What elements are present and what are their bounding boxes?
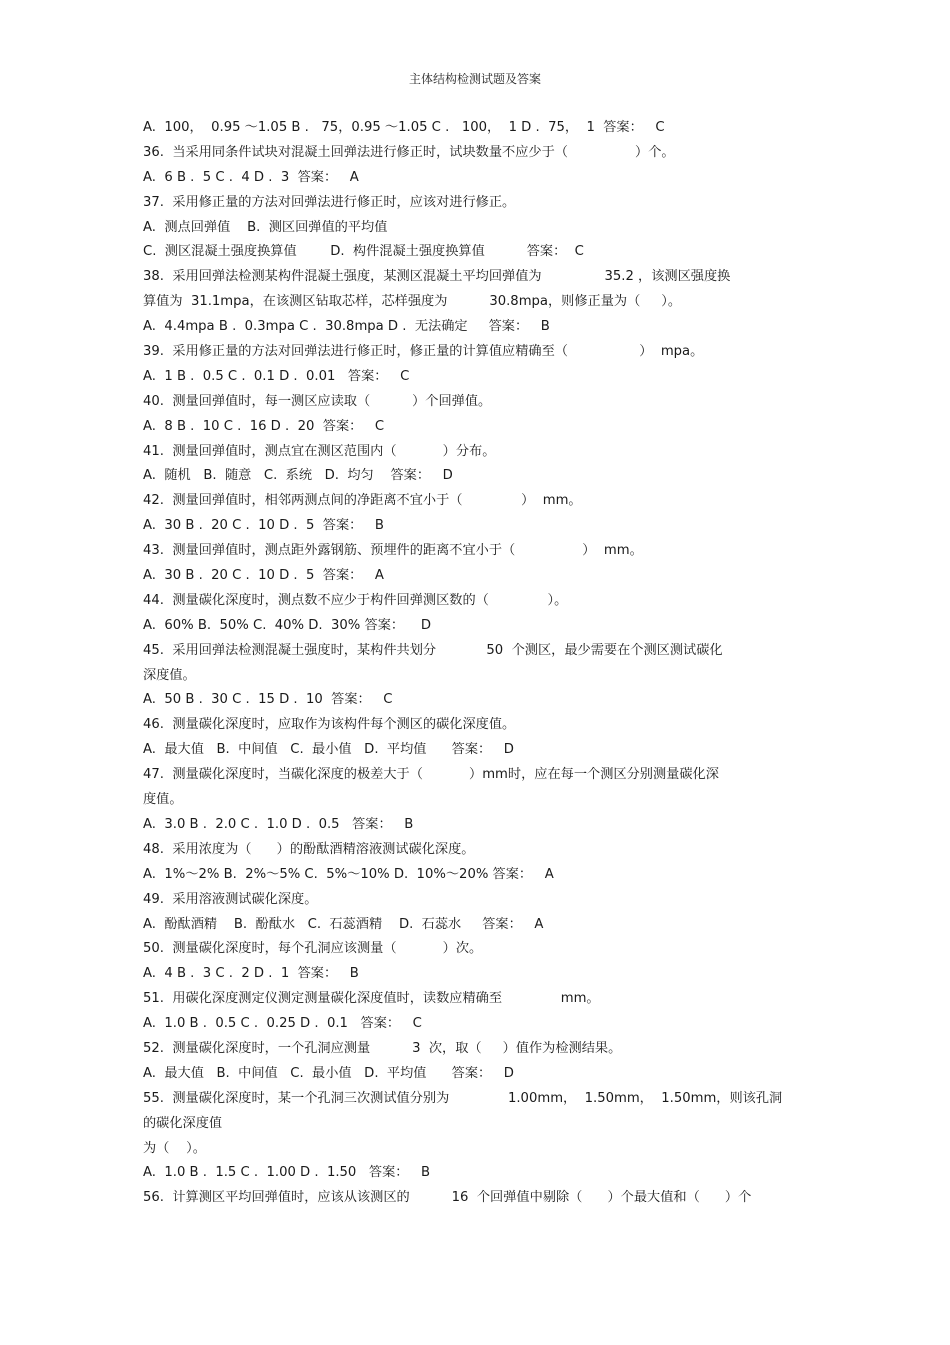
text-line: A. 30 B . 20 C . 10 D . 5 答案： A (143, 568, 384, 584)
text-line: 43. 测量回弹值时，测点距外露钢筋、预埋件的距离不宜小于（ ） mm。 (143, 543, 643, 559)
text-line: 55. 测量碳化深度时，某一个孔洞三次测试值分别为 1.00mm， 1.50mm， 1.50mm，则该孔洞 (143, 1090, 783, 1106)
text-line: 52. 测量碳化深度时，一个孔洞应测量 3 次，取（ ）值作为检测结果。 (143, 1040, 622, 1056)
text-line: A. 50 B . 30 C . 15 D . 10 答案： C (143, 692, 393, 708)
text-line: 深度值。 (143, 667, 196, 683)
text-line: 47. 测量碳化深度时，当碳化深度的极差大于（ ）mm时，应在每一个测区分别测量碳化深 (143, 767, 719, 783)
text-line: 56. 计算测区平均回弹值时，应该从该测区的 16 个回弹值中剔除（ ）个最大值和（ ）个 (143, 1190, 752, 1206)
text-line: C. 测区混凝土强度换算值 D. 构件混凝土强度换算值 答案： C (143, 244, 584, 260)
text-line: A. 6 B . 5 C . 4 D . 3 答案： A (143, 169, 359, 185)
text-line: 的碳化深度值 (143, 1115, 223, 1131)
text-line: 42. 测量回弹值时，相邻两测点间的净距离不宜小于（ ） mm。 (143, 493, 582, 509)
text-line: A. 1.0 B . 1.5 C . 1.00 D . 1.50 答案： B (143, 1165, 431, 1181)
text-line: 41. 测量回弹值时，测点宜在测区范围内（ ）分布。 (143, 443, 496, 459)
text-line: A. 3.0 B . 2.0 C . 1.0 D . 0.5 答案： B (143, 816, 414, 832)
text-line: A. 酚酞酒精 B. 酚酞水 C. 石蕊酒精 D. 石蕊水 答案： A (143, 916, 544, 932)
text-line: 38. 采用回弹法检测某构件混凝土强度，某测区混凝土平均回弹值为 35.2 ，该测区强度换 (143, 269, 731, 285)
question-list (143, 116, 813, 1211)
text-line: 36. 当采用同条件试块对混凝土回弹法进行修正时，试块数量不应少于（ ）个。 (143, 144, 675, 160)
text-line: 50. 测量碳化深度时，每个孔洞应该测量（ ）次。 (143, 941, 483, 957)
page-header: 主体结构检测试题及答案 (408, 72, 541, 86)
text-line: A. 4 B . 3 C . 2 D . 1 答案： B (143, 966, 359, 982)
text-line: A. 最大值 B. 中间值 C. 最小值 D. 平均值 答案： D (143, 1065, 514, 1081)
text-line: 48. 采用浓度为（ ）的酚酞酒精溶液测试碳化深度。 (143, 841, 475, 857)
text-line: A. 1 B . 0.5 C . 0.1 D . 0.01 答案： C (143, 368, 410, 384)
text-line: 算值为 31.1mpa，在该测区钻取芯样，芯样强度为 30.8mpa，则修正量为（ ）。 (143, 294, 682, 310)
text-line: A. 100， 0.95 ～1.05 B . 75，0.95 ～1.05 C . 100， 1 D . 75， 1 答案： C (143, 120, 665, 135)
text-line: A. 测点回弹值 B. 测区回弹值的平均值 (143, 219, 388, 235)
text-line: 51. 用碳化深度测定仪测定测量碳化深度值时，读数应精确至 mm。 (143, 991, 600, 1007)
text-line: 为（ ）。 (143, 1140, 206, 1156)
text-line: 39. 采用修正量的方法对回弹法进行修正时，修正量的计算值应精确至（ ） mpa。 (143, 344, 704, 360)
text-line: 37. 采用修正量的方法对回弹法进行修正时，应该对进行修正。 (143, 194, 516, 210)
text-line: A. 1.0 B . 0.5 C . 0.25 D . 0.1 答案： C (143, 1016, 422, 1032)
text-line: A. 8 B . 10 C . 16 D . 20 答案： C (143, 418, 385, 434)
text-line: 46. 测量碳化深度时，应取作为该构件每个测区的碳化深度值。 (143, 717, 516, 733)
text-line: A. 30 B . 20 C . 10 D . 5 答案： B (143, 518, 384, 534)
text-line: A. 最大值 B. 中间值 C. 最小值 D. 平均值 答案： D (143, 742, 514, 758)
text-line: 40. 测量回弹值时，每一测区应读取（ ）个回弹值。 (143, 393, 492, 409)
text-line: 49. 采用溶液测试碳化深度。 (143, 891, 318, 907)
text-line: 44. 测量碳化深度时，测点数不应少于构件回弹测区数的（ ）。 (143, 592, 568, 608)
text-line: 度值。 (143, 792, 183, 808)
text-line: A. 1%～2% B. 2%～5% C. 5%～10% D. 10%～20% 答案： A (143, 866, 554, 882)
text-line: A. 4.4mpa B . 0.3mpa C . 30.8mpa D . 无法确定 答案： B (143, 319, 550, 335)
text-line: A. 随机 B. 随意 C. 系统 D. 均匀 答案： D (143, 468, 453, 484)
text-line: A. 60% B. 50% C. 40% D. 30% 答案： D (143, 617, 431, 633)
text-line: 45. 采用回弹法检测混凝土强度时，某构件共划分 50 个测区，最少需要在个测区测试碳化 (143, 642, 723, 658)
